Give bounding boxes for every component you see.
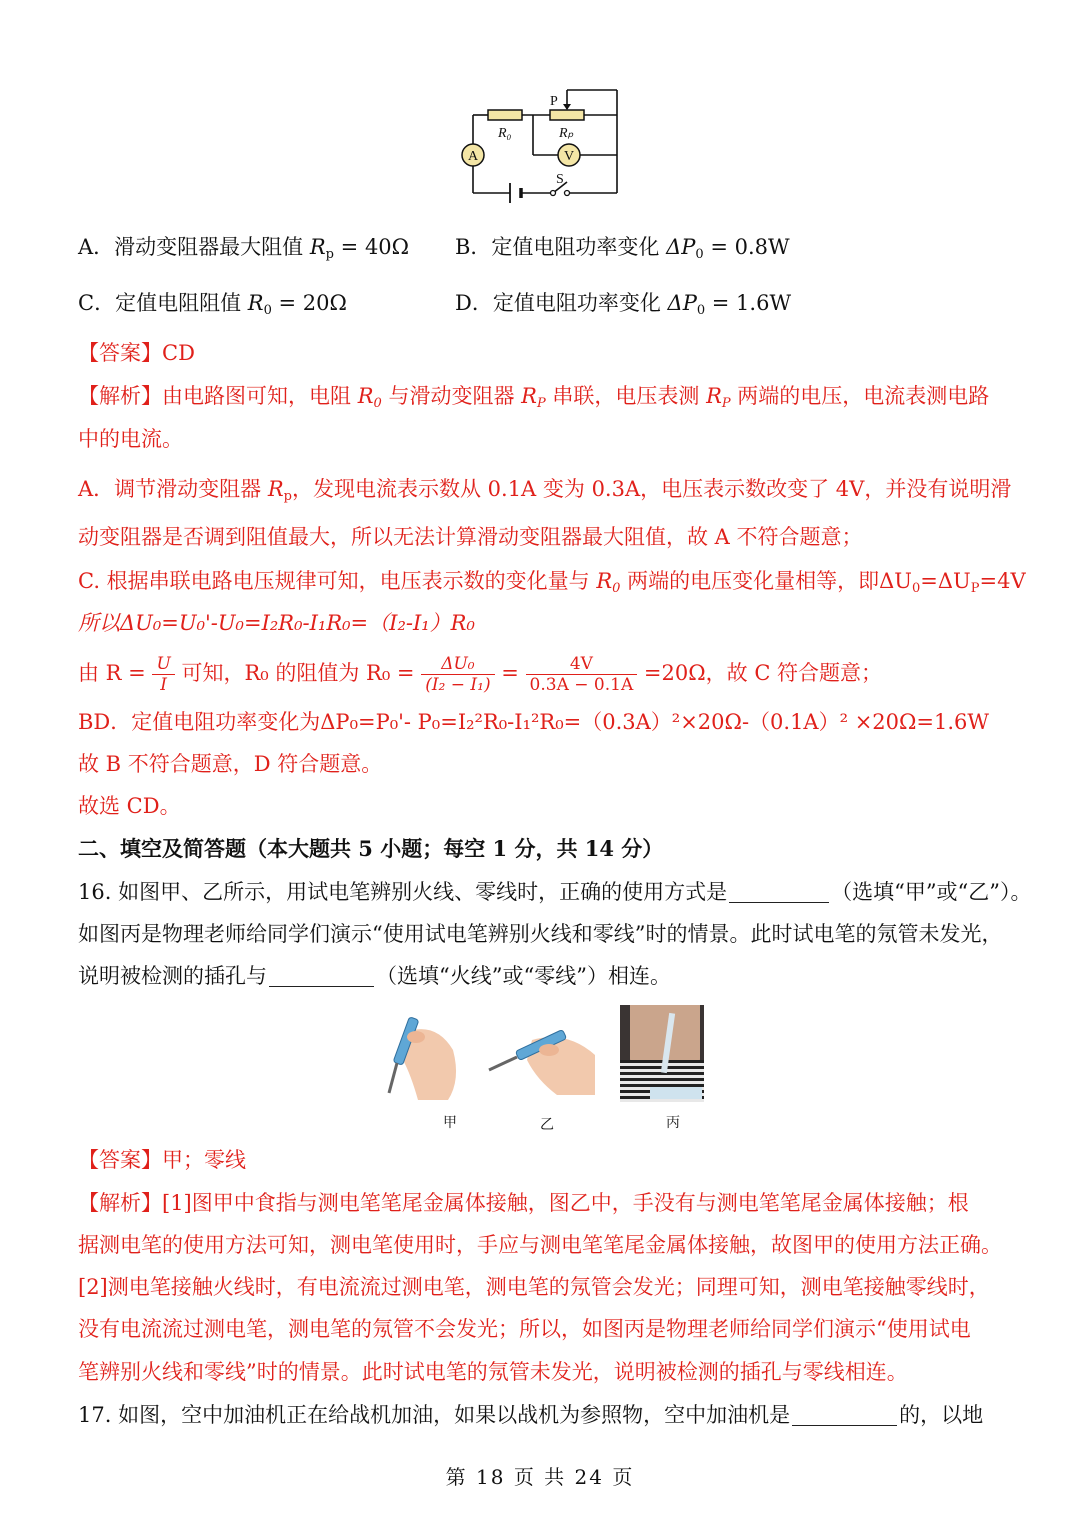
- text-span: 16. 如图甲、乙所示，用试电笔辨别火线、零线时，正确的使用方式是: [78, 880, 728, 904]
- subscript: p: [283, 489, 292, 504]
- option-a: [78, 232, 409, 270]
- option-b: [455, 232, 790, 270]
- text-span: 由电路图可知，电阻: [162, 384, 358, 408]
- q16-analysis-line-2: 据测电笔的使用方法可知，测电笔使用时，手应与测电笔笔尾金属体接触，故图甲的使用方法正确。: [78, 1233, 1002, 1257]
- text-span: 可知，R₀ 的阻值为 R₀ =: [174, 661, 422, 685]
- answer-blank[interactable]: [729, 880, 829, 903]
- circuit-label-a: A: [468, 149, 479, 164]
- circuit-label-r0: R₀: [498, 126, 512, 141]
- answer-tag: 【答案】: [78, 1148, 162, 1172]
- q15-option-bd-conclusion: 故 B 不符合题意，D 符合题意。: [78, 752, 383, 776]
- q15-analysis-line-1: [78, 381, 989, 419]
- subscript: 0: [612, 581, 621, 596]
- q15-delta-u-expression: 所以ΔU₀=U₀'-U₀=I₂R₀-I₁R₀=（I₂-I₁）R₀: [78, 611, 475, 635]
- symbol: R: [267, 477, 284, 501]
- option-b-symbol: ΔP: [666, 235, 696, 259]
- text-span: C. 根据串联电路电压规律可知，电压表示数的变化量与: [78, 569, 597, 593]
- option-d-text: D．定值电阻功率变化: [455, 291, 661, 315]
- q15-answer: [78, 338, 195, 368]
- circuit-label-s: S: [556, 172, 564, 187]
- q15-option-a-analysis-2: 动变阻器是否调到阻值最大，所以无法计算滑动变阻器最大阻值，故 A 不符合题意；: [78, 525, 863, 549]
- text-span: 两端的电压变化量相等，即ΔU: [620, 569, 912, 593]
- q16-line-2: 如图丙是物理老师给同学们演示“使用试电笔辨别火线和零线”时的情景。此时试电笔的氖管未发光，: [78, 922, 1003, 946]
- option-d-symbol: ΔP: [667, 291, 697, 315]
- text-span: =ΔU: [920, 569, 971, 593]
- text-span: [1]图甲中食指与测电笔笔尾金属体接触，图乙中，手没有与测电笔笔尾金属体接触；根: [162, 1191, 969, 1215]
- denominator: I: [160, 675, 167, 695]
- fraction-4v-over-diff: [526, 654, 638, 695]
- tester-pen-photo-bing: [620, 1005, 704, 1102]
- q16-line-3: [78, 961, 671, 991]
- option-b-text: B．定值电阻功率变化: [455, 235, 660, 259]
- option-c-subscript: 0: [263, 303, 272, 318]
- resistor-rp: [550, 110, 584, 120]
- subscript: P: [970, 581, 980, 596]
- page-footer: 第 18 页 共 24 页: [445, 1465, 635, 1489]
- figure-caption-jia: 甲: [443, 1115, 457, 1131]
- q16-line-1: [78, 877, 1032, 907]
- q17-line-1: [78, 1400, 983, 1430]
- numerator: U: [152, 654, 174, 675]
- text-span: =: [494, 661, 526, 685]
- text-span: 说明被检测的插孔与: [78, 964, 267, 988]
- slider-arrow-icon: [563, 104, 571, 110]
- q15-option-a-analysis: [78, 474, 1011, 512]
- q15-selection: 故选 CD。: [78, 794, 181, 818]
- numerator: 4V: [526, 654, 638, 675]
- section-heading: 二、填空及简答题（本大题共 5 小题；每空 1 分，共 14 分）: [78, 836, 664, 861]
- q15-option-bd-analysis: BD．定值电阻功率变化为ΔP₀=P₀'- P₀=I₂²R₀-I₁²R₀=（0.3A）²×20Ω-（0.1A）² ×20Ω=1.6W: [78, 710, 989, 734]
- answer-tag: 【答案】: [78, 341, 162, 365]
- text-span: （选填“甲”或“乙”）。: [831, 880, 1032, 904]
- answer-blank[interactable]: [269, 964, 374, 987]
- q15-formula-line: [78, 648, 882, 698]
- tester-pen-figure-yi: [487, 1010, 599, 1100]
- circuit-label-v: V: [564, 149, 575, 164]
- q16-analysis-line-5: 笔辨别火线和零线”时的情景。此时试电笔的氖管未发光，说明被检测的插孔与零线相连。: [78, 1360, 908, 1384]
- option-c: [78, 288, 347, 326]
- answer-value: 甲；零线: [162, 1148, 246, 1172]
- option-a-text: A．滑动变阻器最大阻值: [78, 235, 304, 259]
- figure-caption-bing: 丙: [666, 1115, 680, 1131]
- text-span: （选填“火线”或“零线”）相连。: [376, 964, 671, 988]
- option-b-value: = 0.8W: [703, 235, 790, 259]
- option-b-subscript: 0: [695, 247, 704, 262]
- circuit-diagram: [455, 85, 630, 215]
- q16-analysis-line-4: 没有电流流过测电笔，测电笔的氖管不会发光；所以，如图丙是物理老师给同学们演示“使用试电: [78, 1317, 971, 1341]
- q15-option-c-analysis: [78, 566, 1026, 604]
- numerator: ΔU₀: [421, 654, 494, 675]
- denominator: (I₂ − I₁): [425, 675, 491, 695]
- answer-blank[interactable]: [792, 1403, 897, 1426]
- text-span: 串联，电压表测: [545, 384, 707, 408]
- q15-analysis-line-2: 中的电流。: [78, 427, 183, 451]
- text-span: 17. 如图，空中加油机正在给战机加油，如果以战机为参照物，空中加油机是: [78, 1403, 791, 1427]
- text-span: =4V: [979, 569, 1026, 593]
- text-span: A．调节滑动变阻器: [78, 477, 268, 501]
- option-a-symbol: R: [309, 235, 326, 259]
- fraction-u-over-i: [152, 654, 174, 695]
- analysis-tag: 【解析】: [78, 1191, 162, 1215]
- text-span: ，发现电流表示数从 0.1A 变为 0.3A，电压表示数改变了 4V，并没有说明滑: [291, 477, 1012, 501]
- text-span: 与滑动变阻器: [381, 384, 522, 408]
- fraction-du-over-di: [421, 654, 494, 695]
- option-d-value: = 1.6W: [705, 291, 792, 315]
- subscript: P: [721, 396, 731, 411]
- text-span: =20Ω，故 C 符合题意；: [637, 661, 883, 685]
- analysis-tag: 【解析】: [78, 384, 162, 408]
- symbol: R: [706, 384, 722, 408]
- subscript: 0: [373, 396, 382, 411]
- option-c-value: = 20Ω: [271, 291, 347, 315]
- option-a-value: = 40Ω: [334, 235, 410, 259]
- circuit-label-p: P: [550, 94, 558, 109]
- symbol: R: [596, 569, 613, 593]
- option-d-subscript: 0: [696, 303, 706, 318]
- figure-caption-yi: 乙: [540, 1117, 554, 1133]
- subscript: 0: [911, 581, 921, 596]
- text-span: 由 R =: [78, 661, 153, 685]
- circuit-label-rp: Rₚ: [559, 126, 574, 141]
- option-c-text: C．定值电阻阻值: [78, 291, 242, 315]
- resistor-r0: [488, 110, 522, 120]
- q16-answer: [78, 1145, 246, 1175]
- answer-value: CD: [162, 341, 195, 365]
- text-span: 的，以地: [899, 1403, 984, 1427]
- denominator: 0.3A − 0.1A: [529, 675, 634, 695]
- option-d: [455, 288, 791, 326]
- tester-pen-figure-jia: [383, 1005, 463, 1105]
- q16-analysis-line-3: [2]测电笔接触火线时，有电流流过测电笔，测电笔的氖管会发光；同理可知，测电笔接触零线时，: [78, 1275, 990, 1299]
- symbol: R: [357, 384, 374, 408]
- option-a-subscript: p: [325, 247, 334, 262]
- subscript: P: [536, 396, 546, 411]
- text-span: 两端的电压，电流表测电路: [730, 384, 990, 408]
- symbol: R: [521, 384, 537, 408]
- q16-analysis-line-1: [78, 1188, 969, 1218]
- option-c-symbol: R: [247, 291, 264, 315]
